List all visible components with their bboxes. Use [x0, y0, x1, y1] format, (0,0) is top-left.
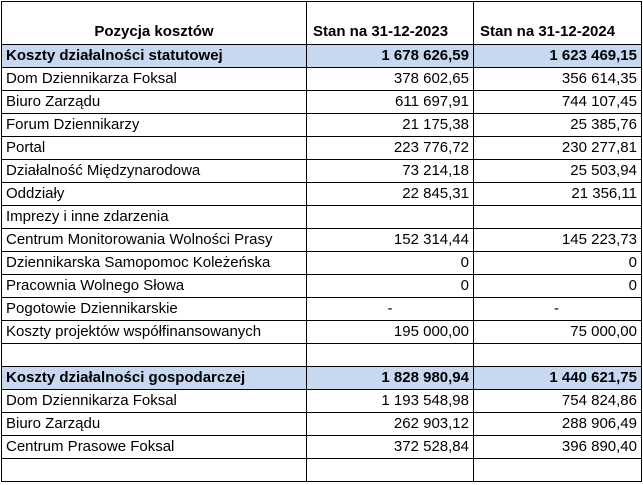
blank-cell: [307, 459, 474, 482]
table-row: [2, 252, 642, 275]
row-label: Oddziały: [2, 183, 307, 206]
row-value-2024: 744 107,45: [474, 91, 642, 114]
table-row: [2, 413, 642, 436]
row-value-2023: 262 903,12: [307, 413, 474, 436]
section-total-2023: 1 828 980,94: [307, 367, 474, 390]
row-label: Biuro Zarządu: [2, 413, 307, 436]
header-2023: Stan na 31-12-2023: [307, 2, 474, 45]
row-value-2024: 230 277,81: [474, 137, 642, 160]
header-2024: Stan na 31-12-2024: [474, 2, 642, 45]
row-value-2024: 145 223,73: [474, 229, 642, 252]
row-value-2024: 75 000,00: [474, 321, 642, 344]
section-row-statutory: [2, 45, 642, 68]
row-value-2024: 288 906,49: [474, 413, 642, 436]
row-value-2024: 25 385,76: [474, 114, 642, 137]
blank-row: [2, 459, 642, 482]
row-label: Dom Dziennikarza Foksal: [2, 68, 307, 91]
row-value-2023: 223 776,72: [307, 137, 474, 160]
blank-cell: [307, 344, 474, 367]
blank-cell: [474, 459, 642, 482]
row-value-2024: 396 890,40: [474, 436, 642, 459]
row-value-2023: 372 528,84: [307, 436, 474, 459]
row-label: Biuro Zarządu: [2, 91, 307, 114]
row-label: Forum Dziennikarzy: [2, 114, 307, 137]
row-label: Działalność Międzynarodowa: [2, 160, 307, 183]
row-value-2024: 754 824,86: [474, 390, 642, 413]
blank-row: [2, 344, 642, 367]
table-row: [2, 137, 642, 160]
row-value-2023: 0: [307, 275, 474, 298]
row-label: Pracownia Wolnego Słowa: [2, 275, 307, 298]
section-total-2024: 1 440 621,75: [474, 367, 642, 390]
section-title: Koszty działalności gospodarczej: [2, 367, 307, 390]
row-value-2023: 195 000,00: [307, 321, 474, 344]
row-value-2024: 0: [474, 275, 642, 298]
row-label: Centrum Prasowe Foksal: [2, 436, 307, 459]
row-label: Imprezy i inne zdarzenia: [2, 206, 307, 229]
section-title: Koszty działalności statutowej: [2, 45, 307, 68]
row-value-2024: 356 614,35: [474, 68, 642, 91]
section-row-commercial: [2, 367, 642, 390]
table-row: [2, 114, 642, 137]
row-value-2023: 611 697,91: [307, 91, 474, 114]
row-label: Koszty projektów współfinansowanych: [2, 321, 307, 344]
row-label: Pogotowie Dziennikarskie: [2, 298, 307, 321]
row-value-2023: 378 602,65: [307, 68, 474, 91]
row-label: Centrum Monitorowania Wolności Prasy: [2, 229, 307, 252]
row-value-2024: -: [474, 298, 642, 321]
blank-cell: [2, 344, 307, 367]
row-label: Dziennikarska Samopomoc Koleżeńska: [2, 252, 307, 275]
table-row: [2, 68, 642, 91]
table-row: [2, 436, 642, 459]
header-row: [2, 2, 642, 45]
row-value-2024: 21 356,11: [474, 183, 642, 206]
row-label: Portal: [2, 137, 307, 160]
row-value-2023: 1 193 548,98: [307, 390, 474, 413]
header-cost-item: Pozycja kosztów: [2, 2, 307, 45]
row-value-2024: 0: [474, 252, 642, 275]
row-value-2023: 21 175,38: [307, 114, 474, 137]
row-value-2023: 73 214,18: [307, 160, 474, 183]
section-total-2023: 1 678 626,59: [307, 45, 474, 68]
table-row: [2, 390, 642, 413]
table-row: [2, 183, 642, 206]
row-value-2023: 152 314,44: [307, 229, 474, 252]
row-value-2023: -: [307, 298, 474, 321]
table-row: [2, 275, 642, 298]
table-row: [2, 298, 642, 321]
table-row: [2, 206, 642, 229]
row-value-2024: 25 503,94: [474, 160, 642, 183]
row-value-2023: 0: [307, 252, 474, 275]
table-row: [2, 91, 642, 114]
row-value-2024: [474, 206, 642, 229]
row-value-2023: 22 845,31: [307, 183, 474, 206]
blank-cell: [474, 344, 642, 367]
row-value-2023: [307, 206, 474, 229]
table-row: [2, 229, 642, 252]
blank-cell: [2, 459, 307, 482]
cost-table: [1, 1, 642, 482]
row-label: Dom Dziennikarza Foksal: [2, 390, 307, 413]
table-row: [2, 160, 642, 183]
section-total-2024: 1 623 469,15: [474, 45, 642, 68]
table-row: [2, 321, 642, 344]
